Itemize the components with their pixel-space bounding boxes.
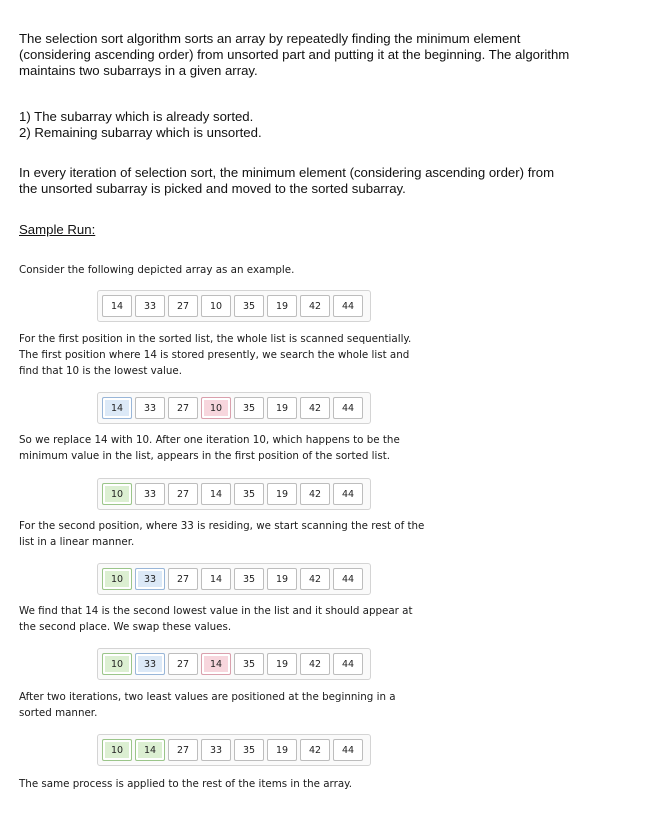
array-cell: 35 (234, 568, 264, 590)
array-cell: 33 (135, 295, 165, 317)
array-cell: 19 (267, 397, 297, 419)
array-cell: 27 (168, 739, 198, 761)
array-cell: 14 (201, 653, 231, 675)
array-cell: 10 (102, 653, 132, 675)
array-cell: 42 (300, 568, 330, 590)
array-cell: 33 (135, 483, 165, 505)
array-cell: 14 (201, 483, 231, 505)
array-cell: 44 (333, 397, 363, 419)
step-6-text: After two iterations, two least values are positioned at the beginning in a sorted manner. (19, 691, 396, 719)
array-cell: 42 (300, 653, 330, 675)
array-cell: 44 (333, 295, 363, 317)
step-3-text: So we replace 14 with 10. After one iteration 10, which happens to be the minimum value in the list, appears in the first position of the sorted list. (19, 434, 400, 462)
list-item-sorted: 1) The subarray which is already sorted. (19, 109, 254, 124)
array-cell: 27 (168, 397, 198, 419)
step-2-text: For the first position in the sorted list, the whole list is scanned sequentially. The first position where 14 is stored presently, we search the whole list and find that 10 is the lowest value. (19, 333, 412, 377)
array-cell: 14 (201, 568, 231, 590)
step-6-array (97, 734, 371, 766)
array-cell: 33 (135, 568, 165, 590)
array-cell: 33 (201, 739, 231, 761)
array-cell: 19 (267, 483, 297, 505)
array-cell: 10 (102, 568, 132, 590)
step-3-array (97, 478, 371, 510)
array-cell: 10 (102, 739, 132, 761)
array-cell: 44 (333, 483, 363, 505)
array-cell: 14 (102, 397, 132, 419)
array-cell: 44 (333, 739, 363, 761)
array-cell: 27 (168, 483, 198, 505)
array-cell: 33 (135, 397, 165, 419)
array-cell: 19 (267, 295, 297, 317)
array-cell: 35 (234, 483, 264, 505)
array-cell: 44 (333, 653, 363, 675)
intro-paragraph: The selection sort algorithm sorts an array by repeatedly finding the minimum element (considering ascending order) from unsorted part and putting it at the beginning. The algorithm maintains two subarrays in a given array. (19, 31, 570, 78)
list-item-unsorted: 2) Remaining subarray which is unsorted. (19, 125, 262, 140)
sample-run-heading: Sample Run: (19, 222, 96, 237)
array-cell: 27 (168, 653, 198, 675)
array-cell: 33 (135, 653, 165, 675)
array-cell: 10 (201, 397, 231, 419)
step-4-array (97, 563, 371, 595)
array-cell: 14 (102, 295, 132, 317)
step-1-text: Consider the following depicted array as an example. (19, 264, 295, 276)
step-5-text: We find that 14 is the second lowest value in the list and it should appear at the second place. We swap these values. (19, 605, 413, 633)
step-1-array (97, 290, 371, 322)
step-2-array (97, 392, 371, 424)
closing-text: The same process is applied to the rest of the items in the array. (19, 778, 353, 790)
array-cell: 42 (300, 739, 330, 761)
iteration-paragraph: In every iteration of selection sort, the minimum element (considering ascending order) from the unsorted subarray is picked and moved to the sorted subarray. (19, 165, 555, 196)
array-cell: 14 (135, 739, 165, 761)
step-4-text: For the second position, where 33 is residing, we start scanning the rest of the list in a linear manner. (19, 520, 425, 548)
array-cell: 35 (234, 295, 264, 317)
array-cell: 27 (168, 568, 198, 590)
array-cell: 42 (300, 295, 330, 317)
array-cell: 42 (300, 397, 330, 419)
array-cell: 19 (267, 568, 297, 590)
step-5-array (97, 648, 371, 680)
array-cell: 10 (201, 295, 231, 317)
array-cell: 35 (234, 653, 264, 675)
array-cell: 35 (234, 397, 264, 419)
array-cell: 10 (102, 483, 132, 505)
array-cell: 27 (168, 295, 198, 317)
array-cell: 42 (300, 483, 330, 505)
array-cell: 19 (267, 653, 297, 675)
array-cell: 44 (333, 568, 363, 590)
array-cell: 35 (234, 739, 264, 761)
array-cell: 19 (267, 739, 297, 761)
